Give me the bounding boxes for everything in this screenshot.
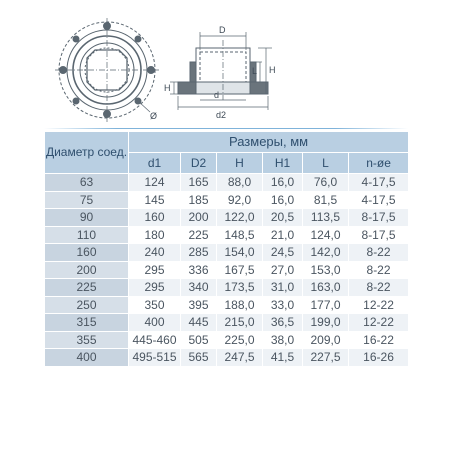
table-row <box>45 244 409 262</box>
column-header: H <box>217 153 263 174</box>
column-header: L <box>303 153 349 174</box>
column-header: n-øe <box>349 153 409 174</box>
table-cell: 160 <box>129 209 181 227</box>
table-row <box>45 279 409 297</box>
table-cell: 8-22 <box>349 279 409 297</box>
diameter-cell: 250 <box>45 296 129 314</box>
table-cell: 153,0 <box>303 261 349 279</box>
table-cell: 200 <box>181 209 217 227</box>
table-row <box>45 314 409 332</box>
flange-plan-view <box>55 18 159 122</box>
column-header: D2 <box>181 153 217 174</box>
diameter-cell: 63 <box>45 174 129 192</box>
table-cell: 41,5 <box>263 349 303 367</box>
table-row <box>45 296 409 314</box>
table-cell: 445-460 <box>129 331 181 349</box>
phi-label: Ø <box>150 111 158 121</box>
table-row <box>45 261 409 279</box>
table-cell: 76,0 <box>303 174 349 192</box>
table-cell: 240 <box>129 244 181 262</box>
diameter-cell: 315 <box>45 314 129 332</box>
table-cell: 340 <box>181 279 217 297</box>
table-cell: 400 <box>129 314 181 332</box>
table-cell: 16,0 <box>263 191 303 209</box>
table-cell: 8-17,5 <box>349 226 409 244</box>
table-cell: 165 <box>181 174 217 192</box>
diameter-cell: 110 <box>45 226 129 244</box>
table-row <box>45 191 409 209</box>
table-cell: 8-17,5 <box>349 209 409 227</box>
table-cell: 142,0 <box>303 244 349 262</box>
table-cell: 16-26 <box>349 349 409 367</box>
table-cell: 154,0 <box>217 244 263 262</box>
technical-drawing <box>0 0 450 128</box>
label-H1: H <box>164 83 171 93</box>
table-cell: 4-17,5 <box>349 174 409 192</box>
table-cell: 21,0 <box>263 226 303 244</box>
table-cell: 295 <box>129 279 181 297</box>
table-cell: 173,5 <box>217 279 263 297</box>
table-row <box>45 331 409 349</box>
table-cell: 177,0 <box>303 296 349 314</box>
label-d2: d2 <box>216 110 227 120</box>
column-header: H1 <box>263 153 303 174</box>
table-cell: 81,5 <box>303 191 349 209</box>
header-diameter: Диаметр соед. <box>45 132 129 174</box>
table-cell: 295 <box>129 261 181 279</box>
table-cell: 8-22 <box>349 261 409 279</box>
dimensions-table <box>44 131 409 367</box>
table-cell: 16-22 <box>349 331 409 349</box>
table-cell: 122,0 <box>217 209 263 227</box>
table-cell: 227,5 <box>303 349 349 367</box>
table-cell: 247,5 <box>217 349 263 367</box>
table-cell: 199,0 <box>303 314 349 332</box>
column-header: d1 <box>129 153 181 174</box>
table-cell: 38,0 <box>263 331 303 349</box>
label-L: L <box>252 66 258 76</box>
table-cell: 215,0 <box>217 314 263 332</box>
table-cell: 148,5 <box>217 226 263 244</box>
table-cell: 124 <box>129 174 181 192</box>
table-cell: 350 <box>129 296 181 314</box>
table-row <box>45 174 409 192</box>
table-cell: 31,0 <box>263 279 303 297</box>
table-cell: 336 <box>181 261 217 279</box>
table-cell: 12-22 <box>349 296 409 314</box>
table-cell: 36,5 <box>263 314 303 332</box>
table-cell: 285 <box>181 244 217 262</box>
table-cell: 225 <box>181 226 217 244</box>
table-cell: 27,0 <box>263 261 303 279</box>
table-cell: 495-515 <box>129 349 181 367</box>
table-cell: 4-17,5 <box>349 191 409 209</box>
table-cell: 209,0 <box>303 331 349 349</box>
label-D: D <box>219 25 226 35</box>
table-cell: 20,5 <box>263 209 303 227</box>
table-cell: 12-22 <box>349 314 409 332</box>
diameter-cell: 75 <box>45 191 129 209</box>
diameter-cell: 400 <box>45 349 129 367</box>
table-cell: 395 <box>181 296 217 314</box>
table-cell: 565 <box>181 349 217 367</box>
table-cell: 92,0 <box>217 191 263 209</box>
label-H: H <box>269 65 276 75</box>
diameter-cell: 225 <box>45 279 129 297</box>
divider-line <box>44 128 408 129</box>
label-d1: d <box>214 90 220 100</box>
diameter-cell: 90 <box>45 209 129 227</box>
table-cell: 88,0 <box>217 174 263 192</box>
table-cell: 16,0 <box>263 174 303 192</box>
table-cell: 8-22 <box>349 244 409 262</box>
table-cell: 188,0 <box>217 296 263 314</box>
diameter-cell: 200 <box>45 261 129 279</box>
table-row <box>45 226 409 244</box>
table-body <box>45 174 409 367</box>
table-cell: 124,0 <box>303 226 349 244</box>
table-cell: 505 <box>181 331 217 349</box>
table-cell: 225,0 <box>217 331 263 349</box>
diameter-cell: 160 <box>45 244 129 262</box>
table-cell: 33,0 <box>263 296 303 314</box>
table-cell: 180 <box>129 226 181 244</box>
table-cell: 145 <box>129 191 181 209</box>
table-row <box>45 349 409 367</box>
table-cell: 185 <box>181 191 217 209</box>
table-row <box>45 209 409 227</box>
table-cell: 113,5 <box>303 209 349 227</box>
table-cell: 167,5 <box>217 261 263 279</box>
diameter-cell: 355 <box>45 331 129 349</box>
table-cell: 24,5 <box>263 244 303 262</box>
table-cell: 445 <box>181 314 217 332</box>
table-cell: 163,0 <box>303 279 349 297</box>
header-dimensions-group: Размеры, мм <box>129 132 409 153</box>
